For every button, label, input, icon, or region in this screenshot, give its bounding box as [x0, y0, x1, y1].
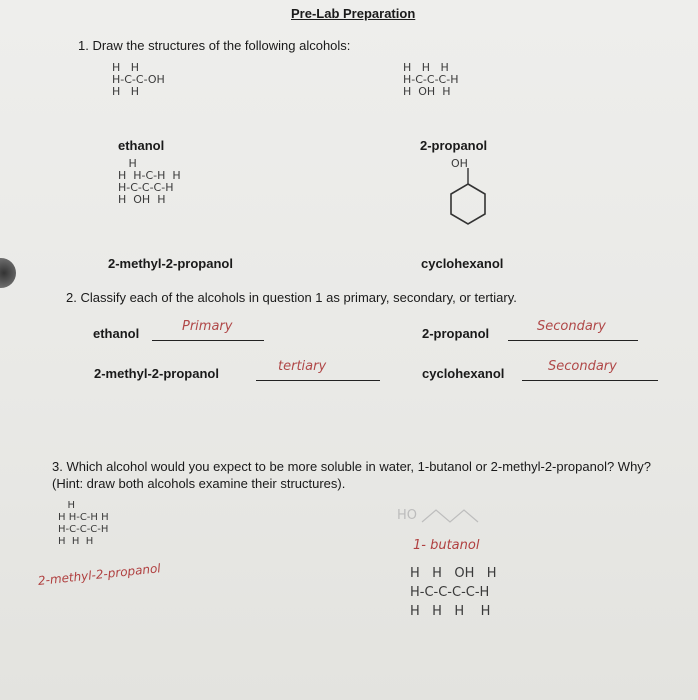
q3-1-butanol-label: 1- butanol: [413, 538, 480, 553]
q3-1-butanol-structure-drawing: H H OH H H-C-C-C-C-H H H H H: [410, 566, 497, 619]
q2-2-propanol-answer-line: [508, 340, 638, 341]
q2-2-propanol-answer: Secondary: [537, 319, 606, 334]
q2-ethanol-answer-line: [152, 340, 264, 341]
q2-cyclohexanol-answer: Secondary: [548, 359, 617, 374]
ethanol-structure-drawing: H H H-C-C-OH H H: [112, 61, 165, 98]
2-propanol-structure-drawing: H H H H-C-C-C-H H OH H: [403, 61, 459, 98]
page-title: Pre-Lab Preparation: [291, 6, 416, 21]
q3-2-methyl-2-propanol-structure-drawing: H H H-C-H H H-C-C-C-H H H H: [58, 500, 109, 547]
q3-2-methyl-2-propanol-label: 2-methyl-2-propanol: [37, 561, 162, 588]
q3-skeletal-scribble: [420, 506, 490, 526]
ethanol-label: ethanol: [118, 138, 165, 153]
q2-cyclohexanol-answer-line: [522, 380, 658, 381]
2-propanol-label: 2-propanol: [420, 138, 488, 153]
cyclohexane-ring-drawing: [438, 168, 498, 232]
cyclohexanol-oh-label: OH: [451, 157, 468, 170]
q3-crossed-out-scribble: HO: [397, 508, 418, 523]
q2-ethanol-label: ethanol: [93, 326, 140, 341]
q2-2-methyl-2-propanol-answer: tertiary: [278, 359, 327, 374]
binder-hole: [0, 258, 16, 288]
question-2-prompt: 2. Classify each of the alcohols in question 1 as primary, secondary, or tertiary.: [66, 290, 517, 305]
q2-cyclohexanol-label: cyclohexanol: [422, 366, 505, 381]
2-methyl-2-propanol-label: 2-methyl-2-propanol: [108, 256, 233, 271]
q2-ethanol-answer: Primary: [182, 319, 233, 334]
q2-2-propanol-label: 2-propanol: [422, 326, 490, 341]
question-1-prompt: 1. Draw the structures of the following alcohols:: [78, 38, 351, 53]
2-methyl-2-propanol-structure-drawing: H H H-C-H H H-C-C-C-H H OH H: [118, 157, 181, 206]
q2-2-methyl-2-propanol-answer-line: [256, 380, 380, 381]
q2-2-methyl-2-propanol-label: 2-methyl-2-propanol: [94, 366, 219, 381]
cyclohexanol-label: cyclohexanol: [421, 256, 504, 271]
question-3-prompt: 3. Which alcohol would you expect to be more soluble in water, 1-butanol or 2-methyl-2-propanol? Why? (Hint: draw both alcohols examine their structures).: [52, 459, 652, 491]
